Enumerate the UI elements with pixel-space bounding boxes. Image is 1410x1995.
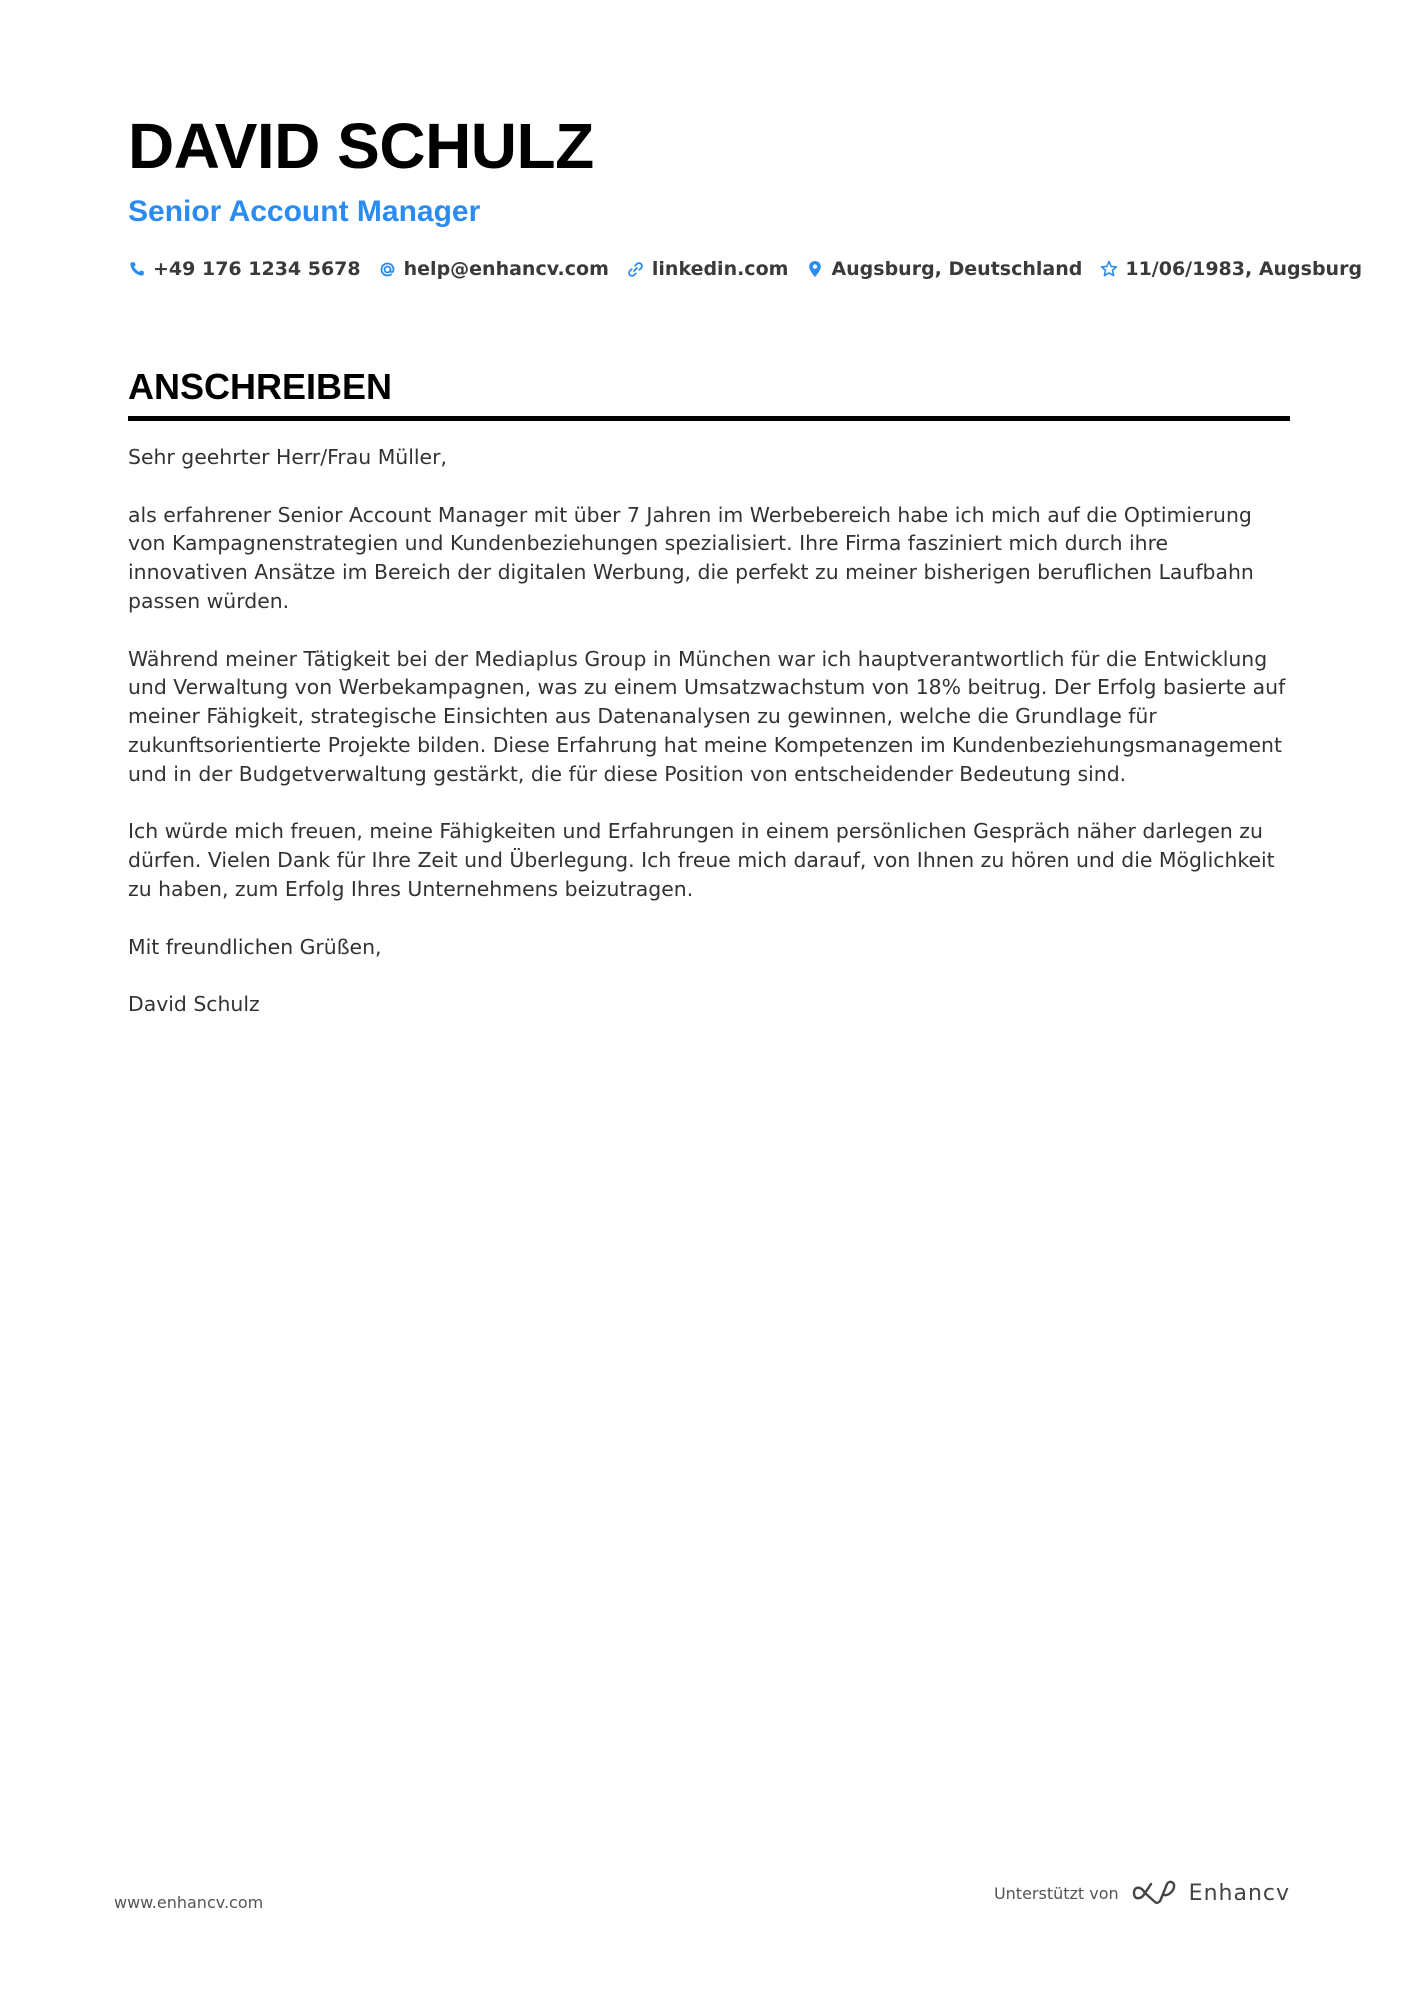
phone-icon xyxy=(128,260,146,278)
powered-by-label: Unterstützt von xyxy=(993,1883,1119,1903)
contact-birth xyxy=(1100,258,1362,280)
phone-text: +49 176 1234 5678 xyxy=(153,258,361,280)
salutation: Sehr geehrter Herr/Frau Müller, xyxy=(128,445,447,469)
location-text: Augsburg, Deutschland xyxy=(831,258,1083,280)
contact-email[interactable] xyxy=(379,258,609,280)
contact-bar xyxy=(128,258,1363,280)
at-icon xyxy=(379,260,397,278)
header xyxy=(128,108,1363,280)
section-title: ANSCHREIBEN xyxy=(128,364,1290,421)
contact-phone[interactable] xyxy=(128,258,361,280)
footer-website[interactable]: www.enhancv.com xyxy=(114,1893,264,1912)
contact-linkedin[interactable] xyxy=(627,258,789,280)
letter-paragraph: Ich würde mich freuen, meine Fähigkeiten und Erfahrungen in einem persönlichen Gespräch näher darlegen zu dürfen. Vielen Dank für Ihre Zeit und Überlegung. Ich freue mich darauf, von Ihnen zu hören und die Möglichkeit zu haben, zum Erfolg Ihres Unternehmens beizutragen. xyxy=(128,819,1275,901)
link-icon xyxy=(627,260,645,278)
location-pin-icon xyxy=(806,260,824,278)
star-icon xyxy=(1100,260,1118,278)
contact-location xyxy=(806,258,1082,280)
signature: David Schulz xyxy=(128,992,260,1017)
closing: Mit freundlichen Grüßen, xyxy=(128,934,382,959)
enhancv-logo-icon xyxy=(1131,1880,1177,1906)
cover-letter-section xyxy=(128,364,1290,1048)
birth-text: 11/06/1983, Augsburg xyxy=(1125,258,1363,280)
job-title: Senior Account Manager xyxy=(128,195,481,228)
footer-branding xyxy=(994,1880,1290,1906)
letter-paragraph: Während meiner Tätigkeit bei der Mediaplus Group in München war ich hauptverantwortlich für die Entwicklung und Verwaltung von Werbekampagnen, was zu einem Umsatzwachstum von 18% beitrug. Der Erfolg basierte auf meiner Fähigkeit, strategische Einsichten aus Datenanalysen zu gewinnen, welche die Grundlage für zukunftsorientierte Projekte bilden. Diese Erfahrung hat meine Kompetenzen im Kundenbeziehungsmanagement und in der Budgetverwaltung gestärkt, die für diese Position von entscheidender Bedeutung sind. xyxy=(128,646,1286,786)
letter-body xyxy=(128,443,1290,1019)
linkedin-text: linkedin.com xyxy=(651,258,789,280)
letter-paragraph: als erfahrener Senior Account Manager mit über 7 Jahren im Werbebereich habe ich mich auf die Optimierung von Kampagnenstrategien und Kundenbeziehungen spezialisiert. Ihre Firma fasziniert mich durch ihre innovativen Ansätze im Bereich der digitalen Werbung, die perfekt zu meiner bisherigen beruflichen Laufbahn passen würden. xyxy=(128,502,1254,613)
applicant-name: DAVID SCHULZ xyxy=(128,110,594,182)
email-text: help@enhancv.com xyxy=(403,258,609,280)
brand-name[interactable]: Enhancv xyxy=(1188,1880,1290,1906)
